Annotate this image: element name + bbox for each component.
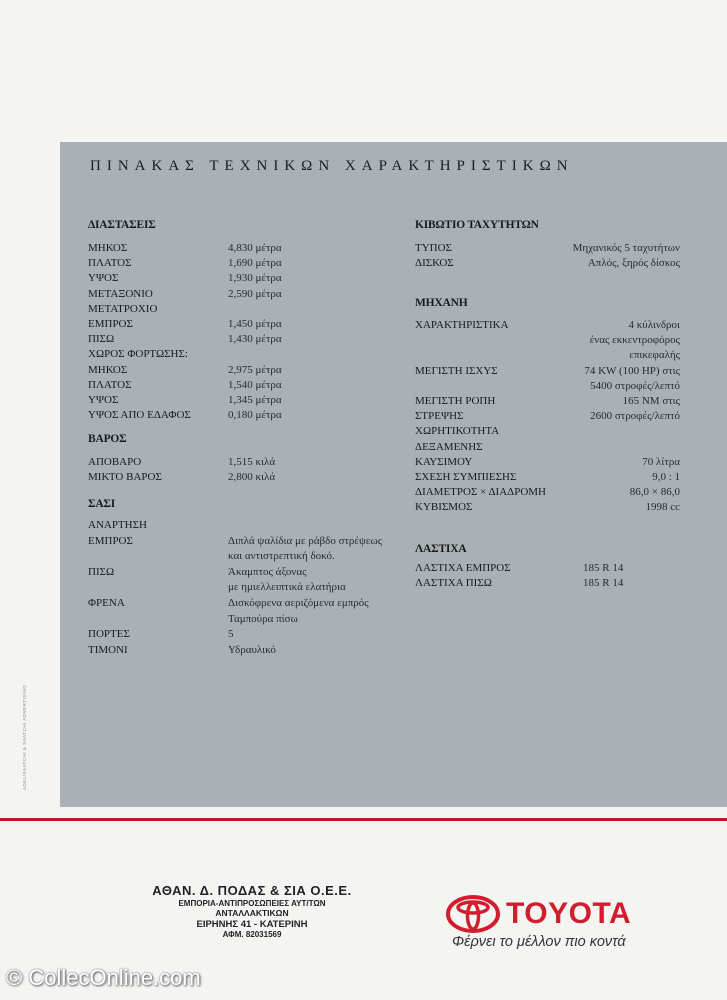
spec-label: ΧΑΡΑΚΤΗΡΙΣΤΙΚΑ bbox=[415, 319, 509, 331]
spec-label: ΠΙΣΩ bbox=[88, 333, 115, 346]
dealer-business: ΕΜΠΟΡΙΑ-ΑΝΤΙΠΡΟΣΩΠΕΙΕΣ ΑΥΤ/ΤΩΝ bbox=[178, 899, 326, 908]
spec-label: ΧΩΡΟΣ ΦΟΡΤΩΣΗΣ: bbox=[88, 348, 188, 361]
spec-value: 70 λίτρα bbox=[642, 455, 680, 468]
spec-label: ΣΧΕΣΗ ΣΥΜΠΙΕΣΗΣ bbox=[415, 471, 517, 483]
watermark: © CollecOnline.com bbox=[6, 965, 201, 990]
spec-value: Δισκόφρενα αεριζόμενα εμπρός bbox=[228, 597, 369, 609]
spec-label: ΑΠΟΒΑΡΟ bbox=[88, 456, 142, 468]
spec-value: 2,975 μέτρα bbox=[228, 363, 282, 376]
spec-label: ΥΨΟΣ ΑΠΟ ΕΔΑΦΟΣ bbox=[88, 409, 191, 422]
spec-label: ΔΙΑΜΕΤΡΟΣ × ΔΙΑΔΡΟΜΗ bbox=[415, 486, 547, 499]
dimensions-heading: ΔΙΑΣΤΑΣΕΙΣ bbox=[88, 219, 156, 231]
brand-slogan: Φέρνει το μέλλον πιο κοντά bbox=[452, 934, 626, 950]
dealer-name: ΑΘΑΝ. Δ. ΠΟΔΑΣ & ΣΙΑ Ο.Ε.Ε. bbox=[152, 883, 352, 898]
spec-label: ΕΜΠΡΟΣ bbox=[88, 534, 133, 547]
spec-value: Διπλά ψαλίδια με ράβδο στρέψεως bbox=[228, 534, 383, 547]
dealer-parts: ΑΝΤΑΛΛΑΚΤΙΚΩΝ bbox=[215, 908, 289, 918]
spec-value: 1,540 μέτρα bbox=[228, 378, 282, 391]
red-divider bbox=[0, 818, 727, 821]
tyres-heading: ΛΑΣΤΙΧΑ bbox=[415, 543, 467, 555]
spec-value: 9,0 : 1 bbox=[652, 471, 680, 483]
spec-value: 1,930 μέτρα bbox=[228, 272, 282, 285]
spec-value: 5400 στροφές/λεπτό bbox=[590, 379, 680, 392]
spec-label: ΚΥΒΙΣΜΟΣ bbox=[415, 501, 473, 514]
spec-value: 86,0 × 86,0 bbox=[629, 486, 680, 499]
chassis-heading: ΣΑΣΙ bbox=[88, 498, 116, 510]
spec-label: ΤΥΠΟΣ bbox=[415, 242, 452, 254]
spec-value: 2600 στροφές/λεπτό bbox=[590, 410, 680, 423]
spec-value: επικεφαλής bbox=[629, 349, 680, 362]
spec-label: ΜΙΚΤΟ ΒΑΡΟΣ bbox=[88, 471, 162, 483]
spec-label: ΜΕΤΑΤΡΟΧΙΟ bbox=[88, 302, 158, 315]
spec-label: ΠΙΣΩ bbox=[88, 565, 115, 578]
spec-value: 5 bbox=[228, 628, 234, 641]
spec-value: 185 R 14 bbox=[583, 562, 624, 574]
spec-label: ΧΩΡΗΤΙΚΟΤΗΤΑ bbox=[415, 425, 500, 438]
spec-label: ΤΙΜΟΝΙ bbox=[88, 643, 128, 656]
dealer-address: ΕΙΡΗΝΗΣ 41 - ΚΑΤΕΡΙΝΗ bbox=[196, 919, 308, 930]
spec-label: ΔΕΞΑΜΕΝΗΣ bbox=[415, 440, 483, 453]
gearbox-heading: ΚΙΒΩΤΙΟ ΤΑΧΥΤΗΤΩΝ bbox=[415, 219, 539, 231]
spec-value: 185 R 14 bbox=[583, 577, 624, 589]
engine-heading: ΜΗΧΑΝΗ bbox=[415, 297, 468, 309]
spec-value: 0,180 μέτρα bbox=[228, 409, 282, 422]
spec-label: ΠΛΑΤΟΣ bbox=[88, 257, 132, 270]
spec-value: ένας εκκεντροφόρος bbox=[589, 334, 680, 347]
spec-label: ΕΜΠΡΟΣ bbox=[88, 318, 133, 330]
weight-heading: ΒΑΡΟΣ bbox=[88, 433, 127, 445]
spec-value: Απλός, ξηρός δίσκος bbox=[587, 257, 680, 269]
spec-value: Ταμπούρα πίσω bbox=[228, 612, 298, 625]
spec-label: ΠΟΡΤΕΣ bbox=[88, 628, 130, 641]
spec-label: ΠΛΑΤΟΣ bbox=[88, 378, 132, 391]
spec-label: ΛΑΣΤΙΧΑ ΕΜΠΡΟΣ bbox=[415, 562, 511, 574]
spec-value: Μηχανικός 5 ταχυτήτων bbox=[572, 242, 680, 254]
spec-label: ΦΡΕΝΑ bbox=[88, 597, 125, 609]
spec-value: Υδραυλικό bbox=[228, 643, 276, 656]
spec-label: ΜΕΤΑΞΟΝΙΟ bbox=[88, 287, 153, 300]
spec-value: 1,515 κιλά bbox=[228, 456, 276, 468]
dealer-tax-id: ΑΦΜ. 82031569 bbox=[222, 930, 282, 939]
spec-value: 165 NM στις bbox=[622, 395, 680, 407]
spec-label: ΚΑΥΣΙΜΟΥ bbox=[415, 455, 473, 468]
spec-value: με ημιελλειπτικά ελατήρια bbox=[228, 581, 346, 594]
spec-value: 74 KW (100 HP) στις bbox=[584, 364, 680, 377]
brand-name: TOYOTA bbox=[506, 897, 632, 930]
spec-label: ΥΨΟΣ bbox=[88, 272, 119, 285]
spec-label: ΔΙΣΚΟΣ bbox=[415, 257, 454, 269]
dealer-stamp bbox=[136, 883, 368, 939]
advertising-credit: ADEL/SAATCHI & SAATCHI ADVERTISING bbox=[22, 684, 27, 790]
spec-value: 4,830 μέτρα bbox=[228, 242, 282, 254]
spec-label: ΜΗΚΟΣ bbox=[88, 363, 128, 376]
spec-value: 4 κύλινδροι bbox=[628, 319, 680, 331]
spec-value: 1,450 μέτρα bbox=[228, 318, 282, 330]
toyota-logo-icon bbox=[446, 895, 500, 933]
spec-label: ΑΝΑΡΤΗΣΗ bbox=[88, 519, 147, 531]
spec-value: 1,690 μέτρα bbox=[228, 257, 282, 270]
spec-label: ΛΑΣΤΙΧΑ ΠΙΣΩ bbox=[415, 577, 492, 589]
page-title: ΠΙΝΑΚΑΣ ΤΕΧΝΙΚΩΝ ΧΑΡΑΚΤΗΡΙΣΤΙΚΩΝ bbox=[90, 158, 574, 174]
spec-label: ΣΤΡΕΨΗΣ bbox=[415, 410, 464, 423]
spec-label: ΜΕΓΙΣΤΗ ΙΣΧΥΣ bbox=[415, 364, 498, 377]
spec-label: ΜΗΚΟΣ bbox=[88, 242, 128, 254]
spec-value: και αντιστρεπτική δοκό. bbox=[228, 550, 335, 563]
spec-label: ΜΕΓΙΣΤΗ ΡΟΠΗ bbox=[415, 395, 496, 407]
spec-value: 1,345 μέτρα bbox=[228, 394, 282, 406]
spec-label: ΥΨΟΣ bbox=[88, 394, 119, 406]
spec-value: 1,430 μέτρα bbox=[228, 333, 282, 346]
spec-value: 2,800 κιλά bbox=[228, 471, 276, 483]
spec-value: 2,590 μέτρα bbox=[228, 287, 282, 300]
spec-value: 1998 cc bbox=[645, 501, 680, 514]
spec-value: Άκαμπτος άξονας bbox=[228, 565, 307, 578]
